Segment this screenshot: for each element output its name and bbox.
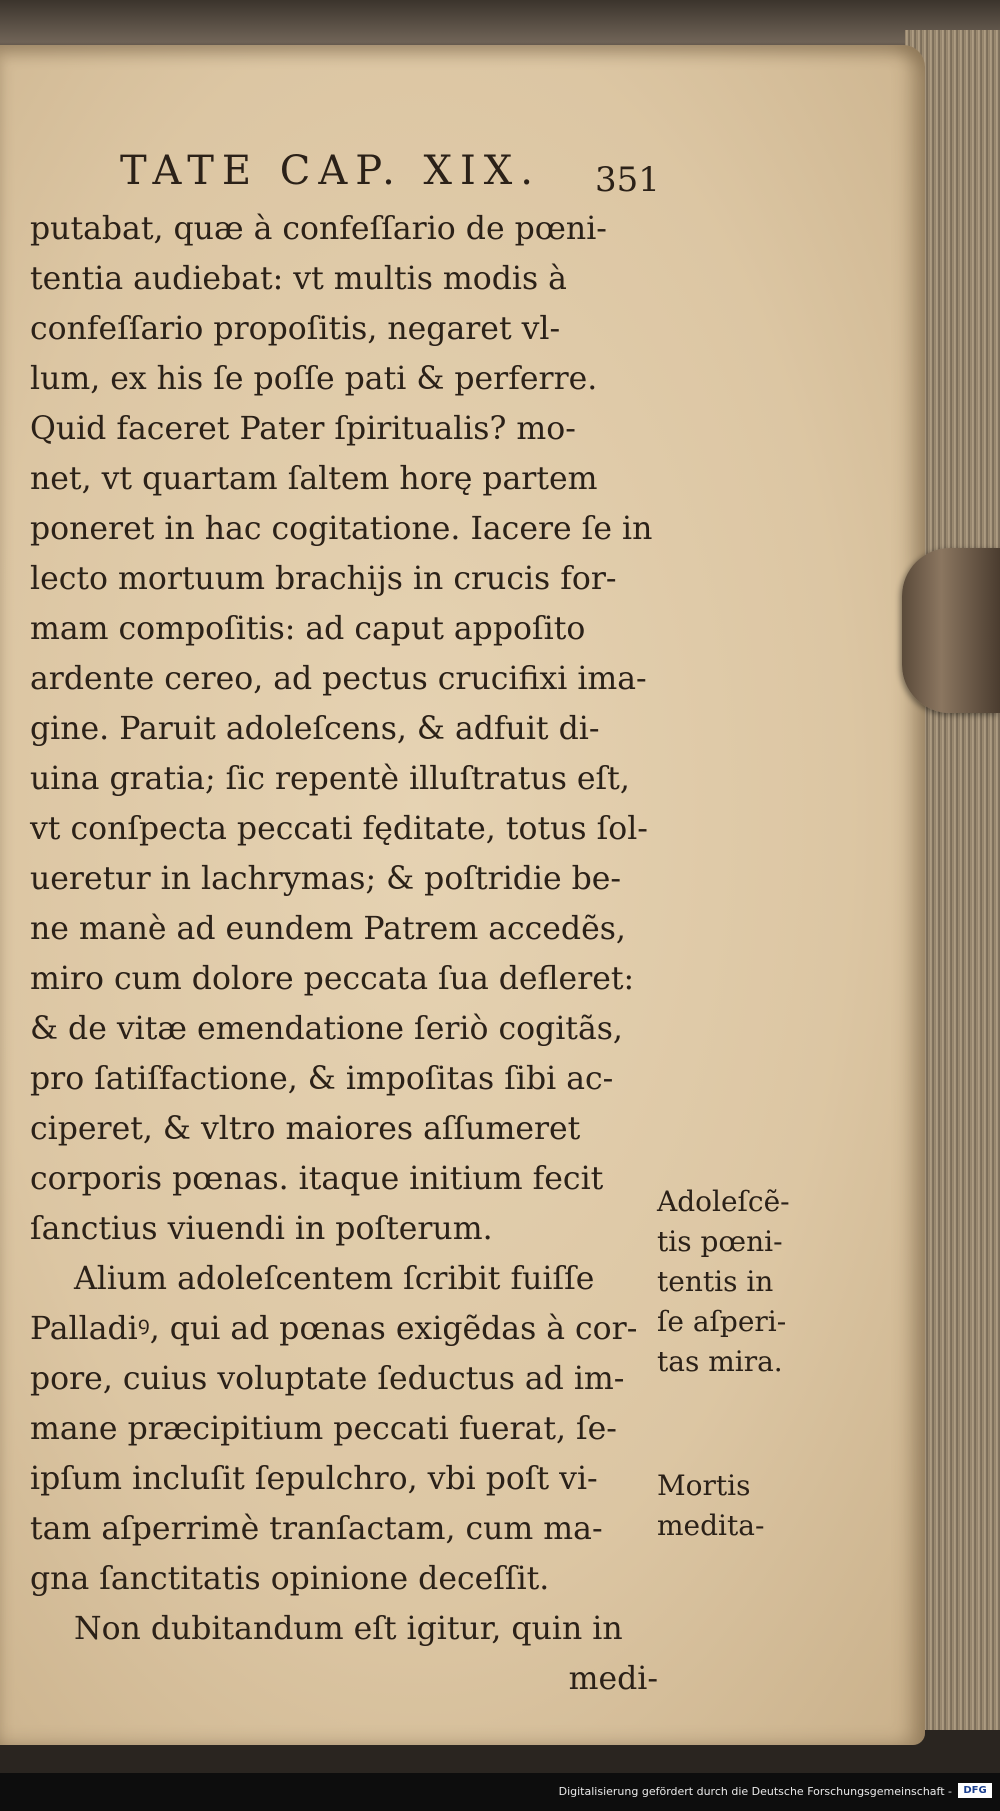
text-line: miro cum dolore peccata ſua defleret: xyxy=(30,961,635,997)
marginal-line: ſe aſperi- xyxy=(657,1305,787,1338)
running-head: TATE CAP. XIX. xyxy=(120,148,541,194)
text-line: pore, cuius voluptate ſeductus ad im- xyxy=(30,1361,625,1397)
marginal-note-adolescent xyxy=(657,1182,857,1382)
marginal-line: Mortis xyxy=(657,1469,751,1502)
text-line: confeſſario propoſitis, negaret vl- xyxy=(30,311,561,347)
text-line: mane præcipitium peccati fuerat, ſe- xyxy=(30,1411,617,1447)
text-line: lum, ex his ſe poſſe pati & perferre. xyxy=(30,361,598,397)
text-line: ſanctius viuendi in poſterum. xyxy=(30,1211,493,1247)
text-line: gna ſanctitatis opinione deceſſit. xyxy=(30,1561,550,1597)
text-line: Non dubitandum eſt igitur, quin in xyxy=(74,1611,623,1647)
text-line: uina gratia; ſic repentè illuſtratus eſt, xyxy=(30,761,630,797)
text-line: Palladiꝰ, qui ad pœnas exigẽdas à cor- xyxy=(30,1311,638,1347)
book-clasp xyxy=(902,548,1000,713)
marginal-line: tis pœni- xyxy=(657,1225,783,1258)
text-line: tam aſperrimè tranſactam, cum ma- xyxy=(30,1511,603,1547)
text-line: ciperet, & vltro maiores aſſumeret xyxy=(30,1111,581,1147)
text-line: poneret in hac cogitatione. Iacere ſe in xyxy=(30,511,653,547)
text-line: Alium adoleſcentem ſcribit fuiſſe xyxy=(74,1261,595,1297)
text-line: corporis pœnas. itaque initium fecit xyxy=(30,1161,604,1197)
text-line: ipſum incluſit ſepulchro, vbi poſt vi- xyxy=(30,1461,598,1497)
text-line: putabat, quæ à confeſſario de pœni- xyxy=(30,211,607,247)
digitization-credit: Digitalisierung gefördert durch die Deutsche Forschungsgemeinschaft - xyxy=(558,1785,952,1798)
text-line: lecto mortuum brachijs in crucis for- xyxy=(30,561,617,597)
marginal-line: medita- xyxy=(657,1509,765,1542)
text-line: ardente cereo, ad pectus crucifixi ima- xyxy=(30,661,647,697)
text-line: vt conſpecta peccati fęditate, totus ſol- xyxy=(30,811,648,847)
marginal-line: Adoleſcẽ- xyxy=(657,1185,790,1218)
main-text-block xyxy=(30,204,670,1704)
text-line: & de vitæ emendatione ſeriò cogitãs, xyxy=(30,1011,623,1047)
text-line: ne manè ad eundem Patrem accedẽs, xyxy=(30,911,626,947)
catchword: medi- xyxy=(568,1661,658,1697)
text-line: ueretur in lachrymas; & poſtridie be- xyxy=(30,861,622,897)
text-line: pro ſatiſfactione, & impoſitas ſibi ac- xyxy=(30,1061,614,1097)
marginal-note-mortis xyxy=(657,1466,857,1546)
text-line: net, vt quartam ſaltem horę partem xyxy=(30,461,598,497)
marginal-line: tentis in xyxy=(657,1265,774,1298)
text-line: mam compoſitis: ad caput appoſito xyxy=(30,611,586,647)
text-line: gine. Paruit adoleſcens, & adfuit di- xyxy=(30,711,600,747)
page-number: 351 xyxy=(595,160,660,200)
text-line: Quid faceret Pater ſpiritualis? mo- xyxy=(30,411,576,447)
marginal-line: tas mira. xyxy=(657,1345,783,1378)
dfg-logo: DFG xyxy=(958,1783,992,1798)
text-line: tentia audiebat: vt multis modis à xyxy=(30,261,567,297)
